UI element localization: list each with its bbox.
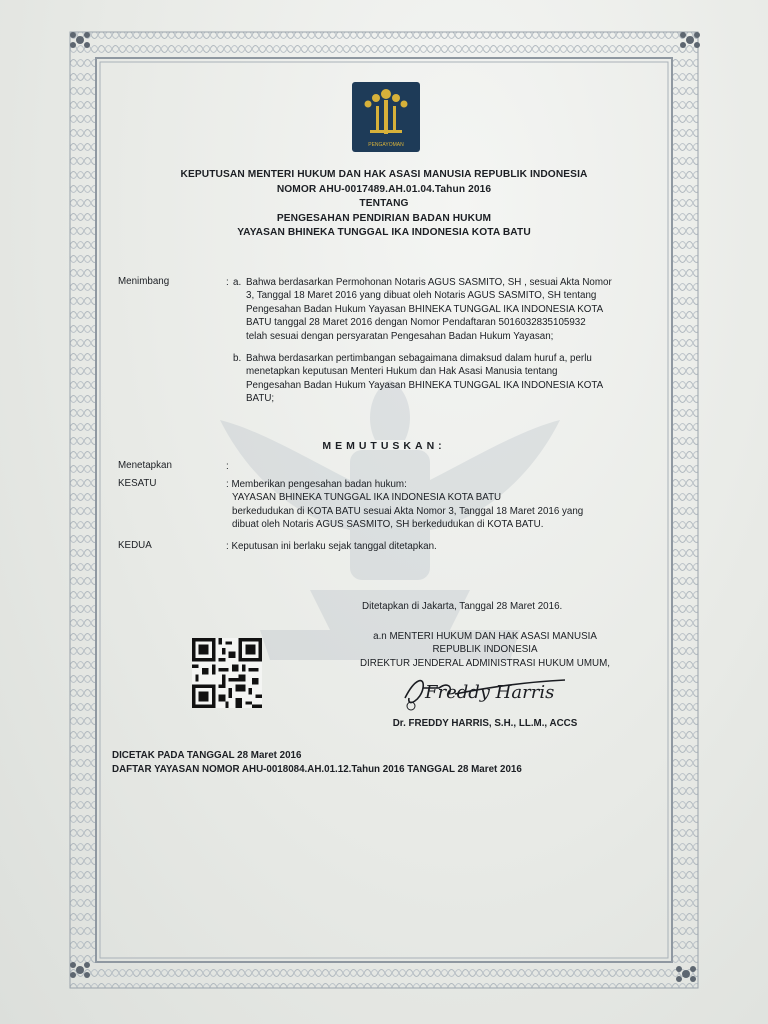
menetapkan-label: Menetapkan bbox=[118, 460, 172, 471]
clause-b-line: BATU; bbox=[246, 393, 275, 405]
decree-header bbox=[110, 168, 658, 241]
authority-line: DIREKTUR JENDERAL ADMINISTRASI HUKUM UMUM, bbox=[359, 657, 611, 669]
clause-b-marker: b. bbox=[233, 353, 242, 364]
header-subject: PENGESAHAN PENDIRIAN BADAN HUKUM bbox=[276, 212, 492, 224]
clause-b-line: menetapkan keputusan Menteri Hukum dan Hak Asasi Manusia tentang bbox=[246, 366, 558, 378]
memutuskan-heading: MEMUTUSKAN: bbox=[322, 440, 446, 452]
decree-number: NOMOR AHU-0017489.AH.01.04.Tahun 2016 bbox=[276, 183, 492, 195]
kesatu-line: : Memberikan pengesahan badan hukum: bbox=[226, 479, 407, 490]
ditetapkan-text: Ditetapkan di Jakarta, Tanggal 28 Maret 2016. bbox=[362, 601, 563, 612]
svg-text:PENGAYOMAN: PENGAYOMAN bbox=[368, 142, 404, 148]
kedua-text: : Keputusan ini berlaku sejak tanggal ditetapkan. bbox=[226, 541, 437, 552]
clause-a-line: Pengesahan Badan Hukum Yayasan BHINEKA TUNGGAL IKA INDONESIA KOTA bbox=[246, 303, 604, 315]
menetapkan-colon: : bbox=[226, 461, 229, 472]
clause-a-line: 3, Tanggal 18 Maret 2016 yang dibuat oleh Notaris AGUS SASMITO, SH tentang bbox=[246, 290, 597, 302]
authority-line: REPUBLIK INDONESIA bbox=[432, 644, 538, 656]
clause-a-line: BATU tanggal 28 Maret 2016 dengan Nomor Pendaftaran 5016032835105932 bbox=[246, 317, 586, 329]
clause-b bbox=[246, 352, 660, 406]
registry-number: DAFTAR YAYASAN NOMOR AHU-0018084.AH.01.12.Tahun 2016 TANGGAL 28 Maret 2016 bbox=[112, 764, 522, 775]
authority-line: a.n MENTERI HUKUM DAN HAK ASASI MANUSIA bbox=[373, 631, 597, 642]
kesatu-label: KESATU bbox=[118, 478, 157, 489]
clause-a-line: Bahwa berdasarkan Permohonan Notaris AGUS SASMITO, SH , sesuai Akta Nomor bbox=[246, 277, 612, 288]
signatory-name: Dr. FREDDY HARRIS, S.H., LL.M., ACCS bbox=[392, 718, 578, 729]
kesatu-text bbox=[226, 478, 662, 532]
clause-a bbox=[246, 276, 660, 343]
qr-code-icon[interactable] bbox=[192, 638, 262, 708]
clause-b-line: Pengesahan Badan Hukum Yayasan BHINEKA TUNGGAL IKA INDONESIA KOTA bbox=[246, 379, 604, 391]
clause-b-line: Bahwa berdasarkan pertimbangan sebagaimana dimaksud dalam huruf a, perlu bbox=[246, 353, 592, 364]
kesatu-line: dibuat oleh Notaris AGUS SASMITO, SH berkedudukan di KOTA BATU. bbox=[232, 519, 544, 531]
kesatu-line: YAYASAN BHINEKA TUNGGAL IKA INDONESIA KOTA BATU bbox=[232, 492, 502, 504]
clause-a-marker: a. bbox=[233, 277, 242, 288]
signature-authority bbox=[330, 630, 640, 670]
kesatu-line: berkedudukan di KOTA BATU sesuai Akta Nomor 3, Tanggal 18 Maret 2016 yang bbox=[232, 505, 584, 517]
ministry-logo bbox=[352, 82, 420, 152]
pengayoman-logo-icon bbox=[352, 82, 420, 152]
menimbang-label: Menimbang bbox=[118, 276, 170, 287]
header-title: KEPUTUSAN MENTERI HUKUM DAN HAK ASASI MANUSIA REPUBLIK INDONESIA bbox=[180, 169, 588, 180]
kedua-label: KEDUA bbox=[118, 540, 152, 551]
printed-date: DICETAK PADA TANGGAL 28 Maret 2016 bbox=[112, 750, 302, 761]
header-tentang: TENTANG bbox=[359, 198, 409, 209]
menimbang-colon: : bbox=[226, 277, 229, 288]
clause-a-line: telah sesuai dengan persyaratan Pengesahan Badan Hukum Yayasan; bbox=[246, 330, 554, 342]
signature-image bbox=[395, 668, 570, 716]
svg-text:Freddy Harris: Freddy Harris bbox=[425, 682, 555, 703]
header-foundation-name: YAYASAN BHINEKA TUNGGAL IKA INDONESIA KOTA BATU bbox=[237, 227, 531, 238]
